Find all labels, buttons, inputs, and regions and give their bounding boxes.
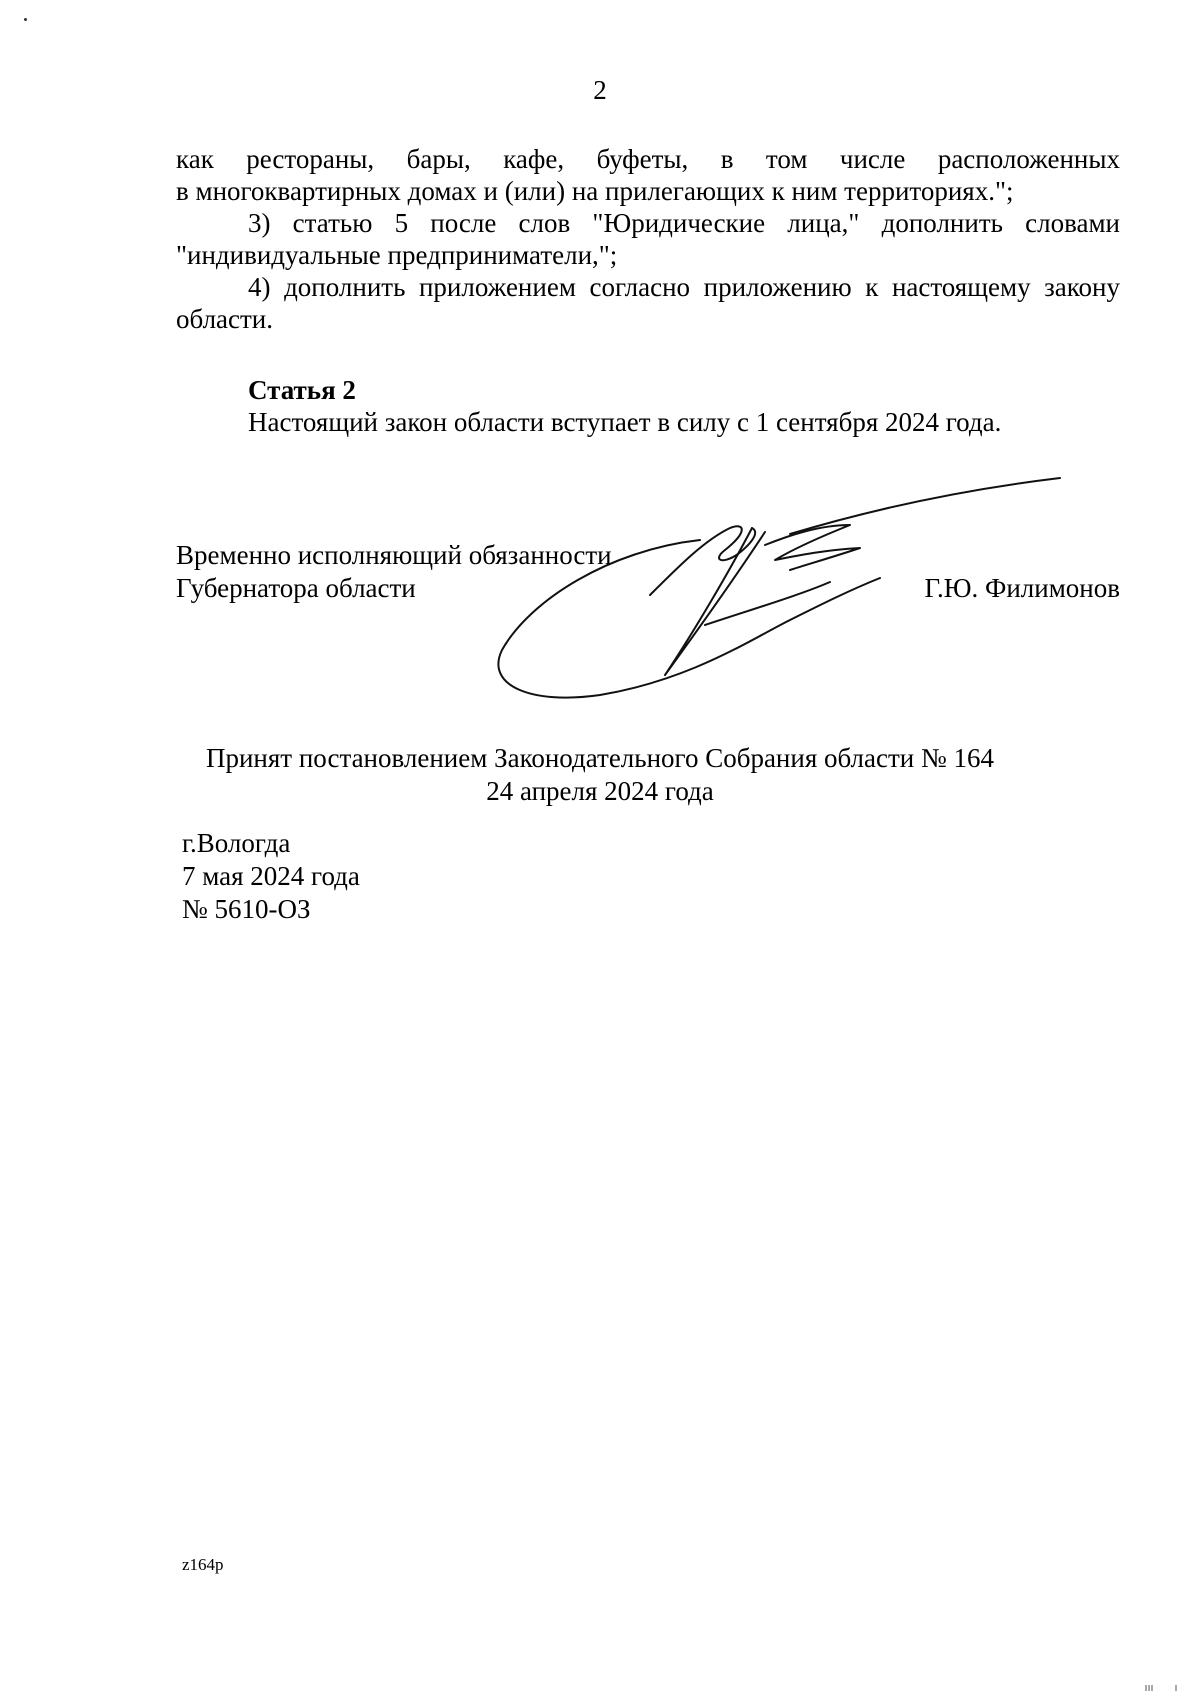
text-line: 4) дополнить приложением согласно приложению к настоящему закону — [248, 272, 1120, 302]
article-title: Статья 2 — [248, 375, 356, 405]
text-line: "индивидуальные предприниматели,"; — [176, 240, 618, 270]
scan-dot — [24, 18, 27, 21]
paragraph-item-4 — [176, 271, 1120, 335]
city: г.Вологда — [182, 828, 291, 858]
file-code: z164p — [182, 1555, 224, 1574]
article-text: Настоящий закон области вступает в силу с 1 сентября 2024 года. — [248, 407, 1002, 437]
place-and-date — [182, 827, 360, 926]
adoption-date: 24 апреля 2024 года — [486, 776, 714, 806]
text-line: в многоквартирных домах и (или) на прилегающих к ним территориях."; — [176, 176, 1014, 206]
text-line: области. — [176, 304, 274, 334]
adoption-note — [0, 742, 1200, 808]
text-line: как рестораны, бары, кафе, буфеты, в том числе расположенных — [176, 144, 1120, 174]
scan-marks — [1140, 1685, 1180, 1691]
paragraph-continuation — [176, 143, 1120, 207]
law-number: № 5610-ОЗ — [182, 894, 311, 924]
position-line: Временно исполняющий обязанности — [176, 540, 612, 570]
position-line: Губернатора области — [176, 573, 416, 603]
signing-date: 7 мая 2024 года — [182, 861, 360, 891]
signatory-name: Г.Ю. Филимонов — [924, 573, 1120, 603]
page-number: 2 — [593, 75, 607, 105]
adoption-line: Принят постановлением Законодательного Собрания области № 164 — [205, 743, 995, 773]
paragraph-item-3 — [176, 207, 1120, 271]
article-2 — [248, 374, 1001, 438]
amendment-text — [176, 143, 1120, 335]
text-line: 3) статью 5 после слов "Юридические лица," дополнить словами — [248, 208, 1120, 238]
